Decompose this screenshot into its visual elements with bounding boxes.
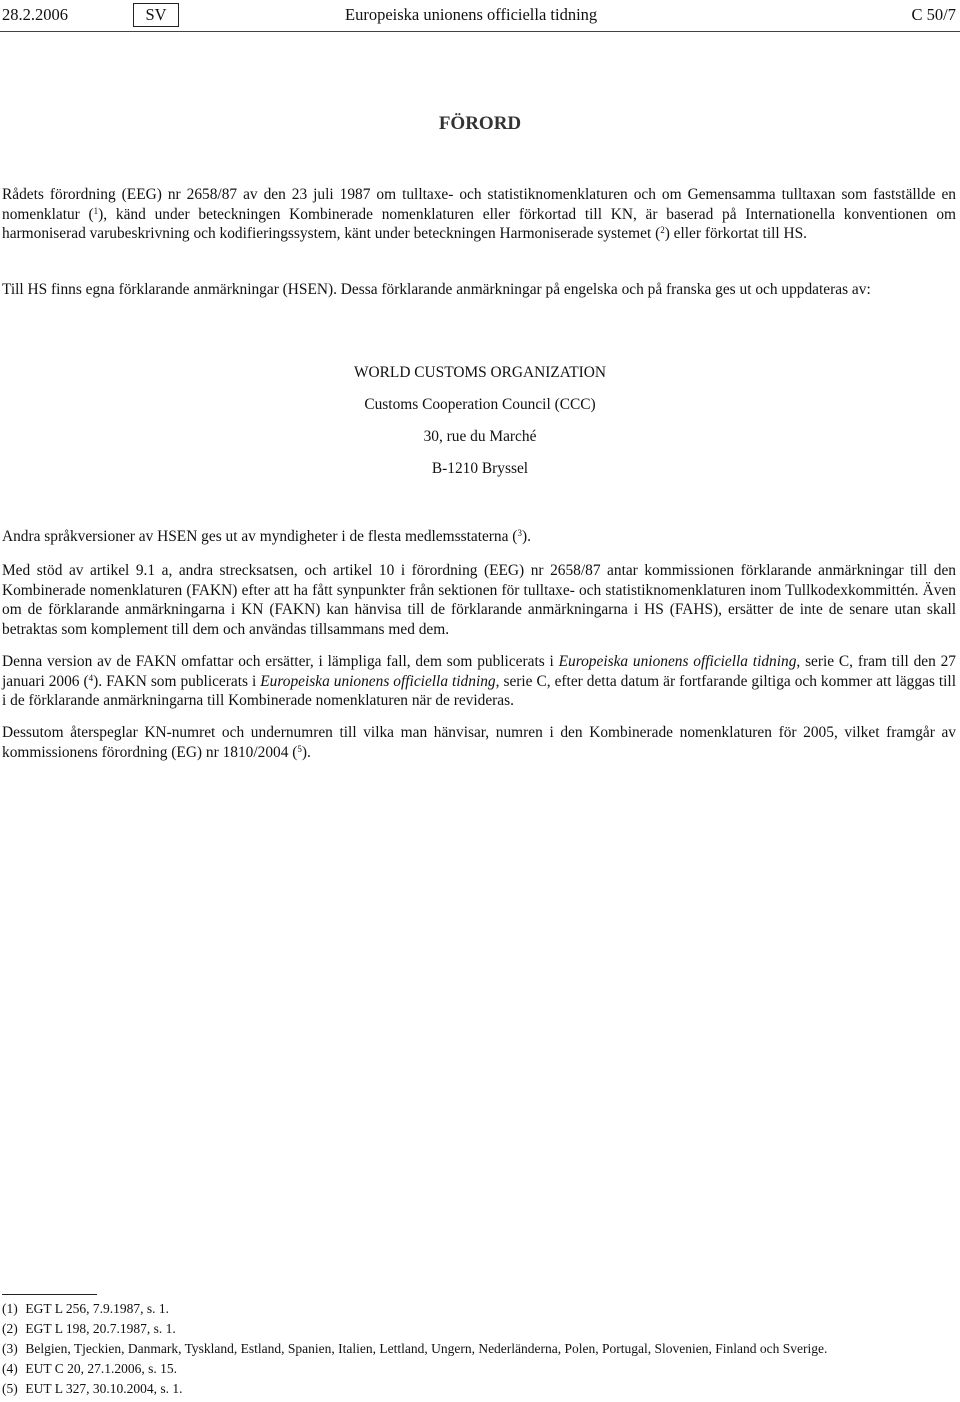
language-badge: SV [133,3,179,27]
footnote-divider [2,1294,97,1295]
paragraph-3: Andra språkversioner av HSEN ges ut av myndigheter i de flesta medlemsstaterna ($^3$). [2,528,531,545]
paragraph-4: Med stöd av artikel 9.1 a, andra strecksatsen, och artikel 10 i förordning (EEG) nr 2658/87 antar kommissionen förklarande anmärkningar till den Kombinerade nomenklaturen (FAKN) efter att ha fått synpunkter från sektionen för tulltaxe- och statistiknomenklaturen inom Tullkodexkommittén. Även om de förklarande anmärkningarna i KN (FAKN) kan hänvisa till de förklarande anmärkningarna i HS (FAHS), ersätter de inte de senare utan skall betraktas som komplement till dem och användas tillsammans med dem. [2,562,956,638]
footnote-item [2,1379,952,1399]
footnote-item [2,1299,952,1319]
footnote-ref-2[interactable]: 2 [660,225,665,235]
footnote-number: (5) [2,1381,18,1396]
footnote-ref-4[interactable]: 4 [88,672,94,683]
paragraph-6: Dessutom återspeglar KN-numret och undernumren till vilka man hänvisar, numren i den Kombinerade nomenklaturen för 2005, vilket framgår av kommissionens förordning (EG) nr 1810/2004 ($^5$). [2,724,956,761]
address-organization: WORLD CUSTOMS ORGANIZATION [354,364,606,381]
address-street: 30, rue du Marché [423,428,537,445]
publication-date: 28.2.2006 [2,5,68,24]
footnote-item [2,1339,952,1359]
footnote-number: (3) [2,1341,18,1356]
page-reference: C 50/7 [911,5,956,24]
footnote-text: EUT L 327, 30.10.2004, s. 1. [25,1381,183,1396]
footnote-item [2,1359,952,1379]
journal-title: Europeiska unionens officiella tidning [345,5,598,24]
footnote-text: EGT L 256, 7.9.1987, s. 1. [25,1301,169,1316]
footnote-number: (1) [2,1301,18,1316]
footnote-number: (2) [2,1321,18,1336]
journal-reference: Europeiska unionens officiella tidning [260,672,496,690]
footnote-text: EGT L 198, 20.7.1987, s. 1. [25,1321,176,1336]
page-title: FÖRORD [438,113,522,134]
footnote-number: (4) [2,1361,18,1376]
footnotes [2,1299,952,1399]
paragraph-5: Denna version av de FAKN omfattar och ersätter, i lämpliga fall, dem som publicerats i Europeiska unionens officiella tidning, serie C, fram till den 27 januari 2006 ($^4$). FAKN som publicerats i Europeiska unionens officiella tidning, serie C, efter detta datum är fortfarande giltiga och kommer att läggas till i de förklarande anmärkningarna till Kombinerade nomenklaturen när de revideras. [2,653,957,709]
footnote-text: Belgien, Tjeckien, Danmark, Tyskland, Estland, Spanien, Italien, Lettland, Ungern, Nederländerna, Polen, Portugal, Slovenien, Finland och Sverige. [25,1341,828,1356]
page-header [0,3,960,29]
footnote-ref-5[interactable]: 5 [297,743,302,754]
header-divider [0,31,960,32]
journal-reference: Europeiska unionens officiella tidning [558,653,797,670]
paragraph-2: Till HS finns egna förklarande anmärkningar (HSEN). Dessa förklarande anmärkningar på engelska och på franska ges ut och uppdateras av: [2,281,871,298]
footnote-ref-1[interactable]: 1 [93,205,99,216]
address-council: Customs Cooperation Council (CCC) [364,396,596,413]
address-city: B-1210 Bryssel [431,460,529,477]
footnote-ref-3[interactable]: 3 [517,528,522,538]
footnote-text: EUT C 20, 27.1.2006, s. 15. [25,1361,178,1376]
paragraph-1: Rådets förordning (EEG) nr 2658/87 av den 23 juli 1987 om tulltaxe- och statistiknomenklaturen och om Gemensamma tulltaxan som fastställde en nomenklatur ($^1$), känd under beteckningen Kombinerade nomenklaturen eller förkortad till KN, är baserad på Internationella konventionen om harmoniserad varubeskrivning och kodifieringssystem, känt under beteckningen Harmoniserade systemet ($^2$) eller förkortat till HS. [2,186,956,242]
footnote-item [2,1319,952,1339]
